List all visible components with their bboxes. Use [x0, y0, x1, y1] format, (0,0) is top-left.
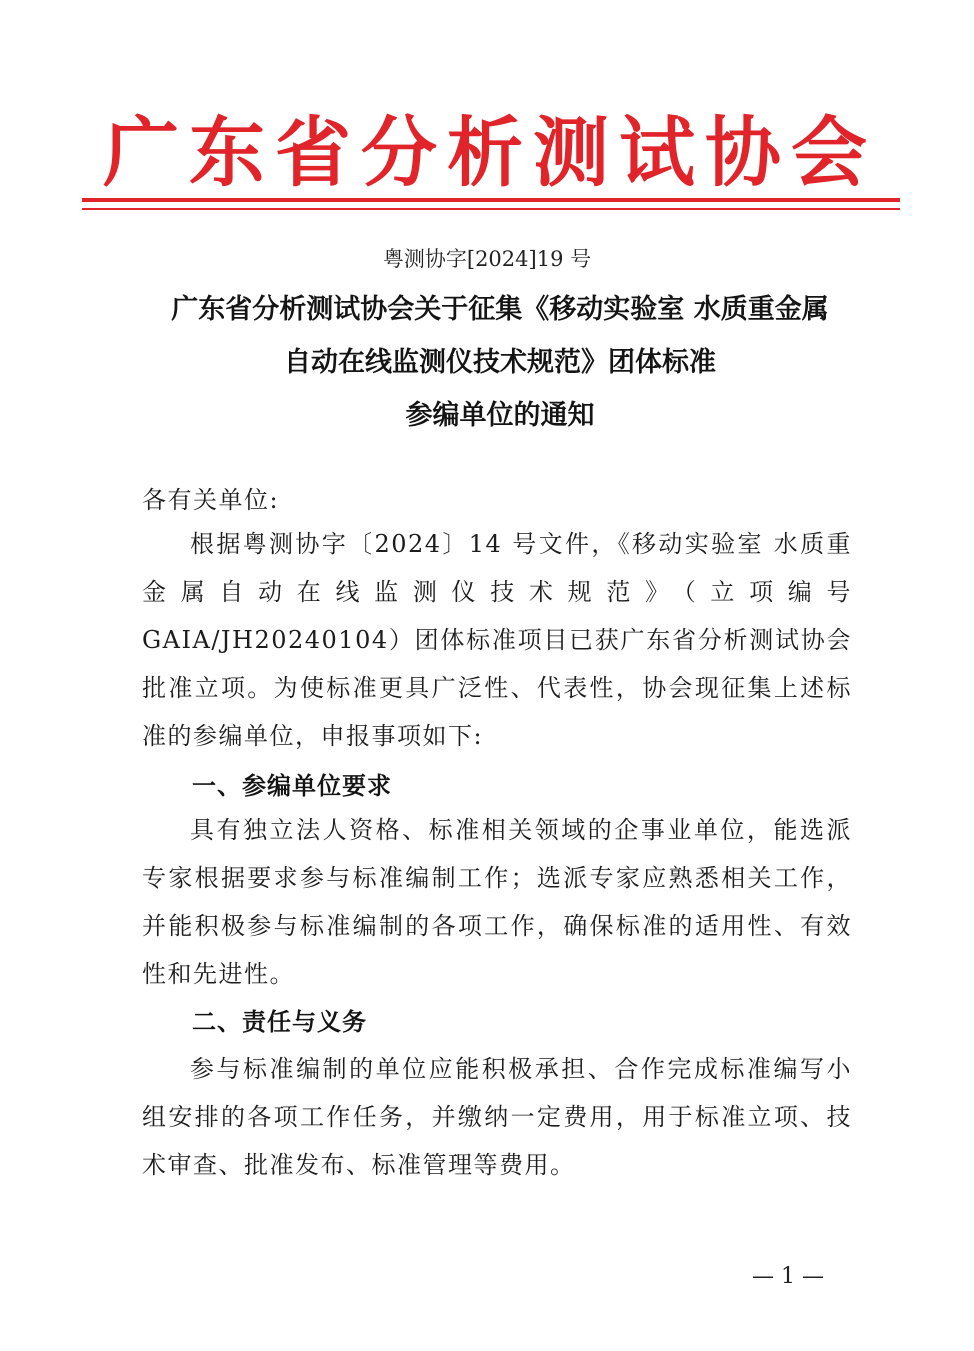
- section-paragraph-responsibilities: 参与标准编制的单位应能积极承担、合作完成标准编写小组安排的各项工作任务，并缴纳一定费用，用于标准立项、技术审查、批准发布、标准管理等费用。: [142, 1055, 852, 1179]
- document-title-line: 参编单位的通知: [405, 400, 595, 431]
- section-heading-responsibilities: 二、责任与义务: [192, 1007, 367, 1036]
- masthead-rule-thin: [82, 208, 900, 210]
- section-heading-requirements: 一、参编单位要求: [192, 771, 392, 800]
- organization-masthead: 广东省分析测试协会: [103, 108, 877, 197]
- section-paragraph-requirements: 具有独立法人资格、标准相关领域的企事业单位，能选派专家根据要求参与标准编制工作；选派专家应熟悉相关工作，并能积极参与标准编制的各项工作，确保标准的适用性、有效性和先进性。: [142, 816, 852, 988]
- salutation: 各有关单位:: [142, 486, 280, 514]
- page-number: — 1 —: [752, 1264, 824, 1289]
- intro-paragraph: 根据粤测协字〔2024〕14 号文件，《移动实验室 水质重金属自动在线监测仪技术规范》（立项编号 GAIA/JH20240104）团体标准项目已获广东省分析测试协会批准立项。为使标准更具广泛性、代表性，协会现征集上述标准的参编单位，申报事项如下:: [142, 530, 852, 750]
- document-title-line: 自动在线监测仪技术规范》团体标准: [284, 347, 716, 378]
- document-title: [120, 283, 880, 442]
- document-number: 粤测协字[2024]19 号: [382, 247, 592, 271]
- masthead-rule-thick: [82, 198, 900, 202]
- document-title-line: 广东省分析测试协会关于征集《移动实验室 水质重金属: [171, 294, 829, 325]
